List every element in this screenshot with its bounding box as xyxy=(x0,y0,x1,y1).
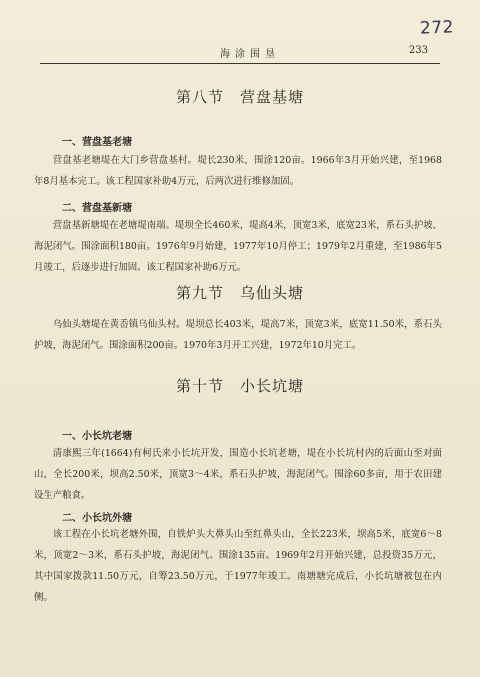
section-heading-9: 第九节 乌仙头塘 xyxy=(175,284,304,302)
subsection-heading-10-2: 二、小长坑外塘 xyxy=(62,513,132,524)
running-head-title: 海涂围垦 xyxy=(220,49,280,60)
paragraph-10-2: 该工程在小长坑老塘外围，自铁炉头大鼻头山至红鼻头山，全长223米，坝高5米，底宽6～8米，顶宽2～3米，系石头护坡，海泥闭气。围涂135亩。1969年2月开始兴建，总投资35万元，其中国家拨款11.50万元，自筹23.50万元，于1977年竣工。南塘塘完成后，小长坑塘被包在内侧。 xyxy=(34,529,442,603)
subsection-heading-8-1: 一、营盘基老塘 xyxy=(62,137,132,148)
running-head-page-number: 233 xyxy=(408,45,428,56)
paragraph-8-1: 营盘基老塘堤在大门乡营盘基村。堤长230米，围涂120亩。1966年3月开始兴建，至1968年8月基本完工。该工程国家补助4万元，后两次进行维修加固。 xyxy=(34,155,442,187)
paragraph-10-1: 清康熙三年(1664)有柯氏来小长坑开发，围造小长坑老塘，堤在小长坑村内的后面山至对面山，全长200米，坝高2.50米，顶宽3～4米，系石头护坡，海泥闭气。围涂60多亩，用于农田建设生产粮食。 xyxy=(34,448,442,501)
section-heading-10: 第十节 小长坑塘 xyxy=(175,377,304,395)
paragraph-9: 乌仙头塘堤在黄岙镇乌仙头村。堤坝总长403米，堤高7米，顶宽3米，底宽11.50米，系石头护坡，海泥闭气。围涂面积200亩。1970年3月开工兴建，1972年10月完工。 xyxy=(34,319,442,351)
subsection-heading-10-1: 一、小长坑老塘 xyxy=(62,431,132,442)
handwritten-page-number: 272 xyxy=(419,17,455,39)
paragraph-8-2: 营盘基新塘堤在老塘堤南端。堤坝全长460米，堤高4米，顶宽3米，底宽23米，系石头护坡、海泥闭气。围涂面积180亩。1976年9月始建，1977年10月停工；1979年2月重建，至1986年5月竣工，后逐步进行加固。该工程国家补助6万元。 xyxy=(34,220,442,273)
running-head xyxy=(40,43,440,64)
section-heading-8: 第八节 营盘基塘 xyxy=(175,88,304,106)
subsection-heading-8-2: 二、营盘基新塘 xyxy=(62,203,132,214)
